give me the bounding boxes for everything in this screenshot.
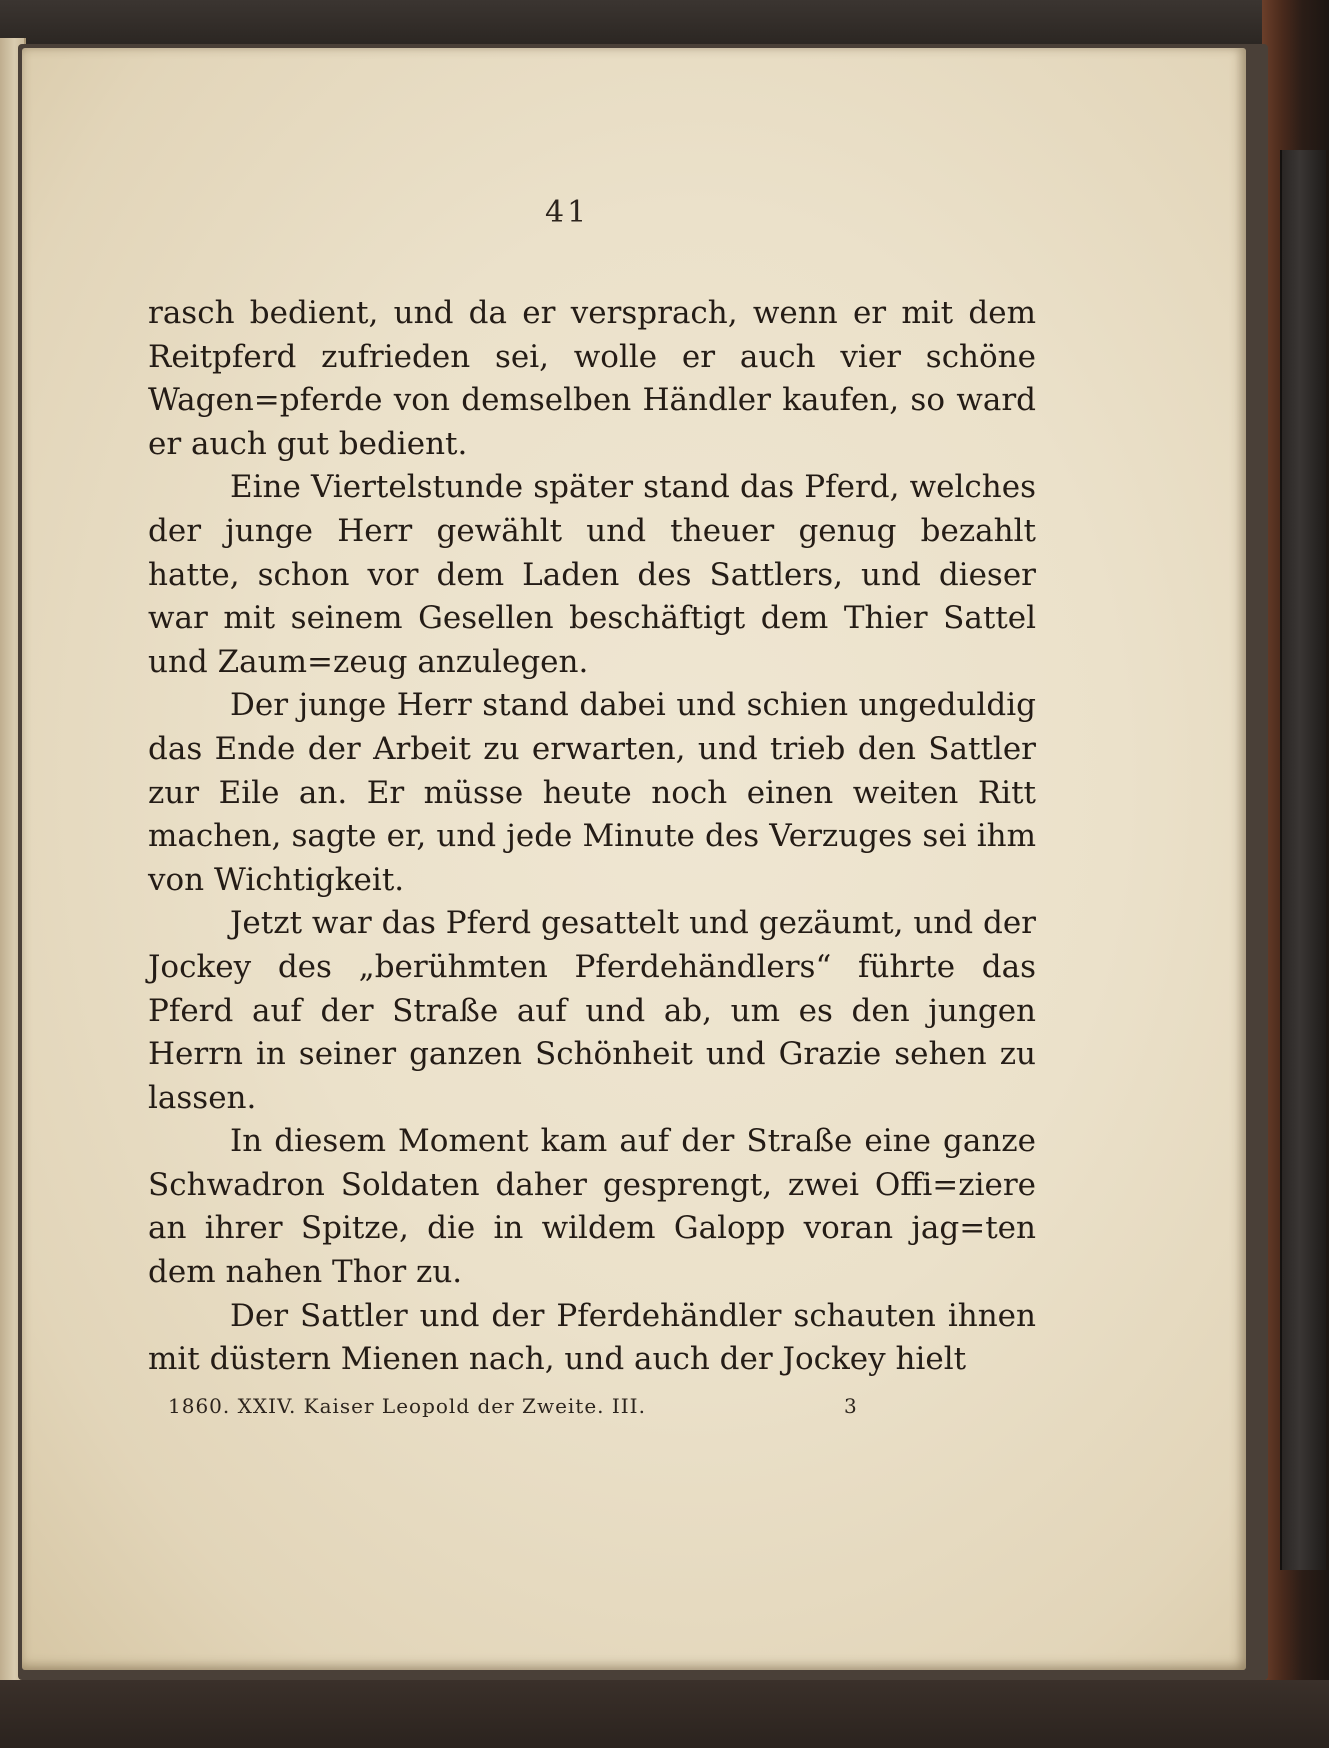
book-cover-right <box>1262 0 1329 1748</box>
paragraph: Der Sattler und der Pferdehändler schauten ihnen mit düstern Mienen nach, und auch der Jockey hielt <box>148 1297 1036 1378</box>
paragraph: Der junge Herr stand dabei und schien ungeduldig das Ende der Arbeit zu erwarten, und trieb den Sattler zur Eile an. Er müsse heute noch einen weiten Ritt machen, sagte er, und jede Minute des Verzuges sei ihm von Wichtigkeit. <box>148 687 1036 898</box>
book-cover-top <box>0 0 1329 46</box>
signature-mark: 3 <box>844 1394 858 1418</box>
page-number: 41 <box>545 195 590 230</box>
paragraph: In diesem Moment kam auf der Straße eine ganze Schwadron Soldaten daher gesprengt, zwei Offi=ziere an ihrer Spitze, die in wildem Galopp voran jag=ten dem nahen Thor zu. <box>148 1123 1036 1291</box>
paragraph: Eine Viertelstunde später stand das Pferd, welches der junge Herr gewählt und theuer genug bezahlt hatte, schon vor dem Laden des Sattlers, und dieser war mit seinem Gesellen beschäftigt dem Thier Sattel und Zaum=zeug anzulegen. <box>148 469 1036 680</box>
paragraph: rasch bedient, und da er versprach, wenn er mit dem Reitpferd zufrieden sei, wolle er auch vier schöne Wagen=pferde von demselben Händler kaufen, so ward er auch gut bedient. <box>148 295 1036 462</box>
page-body <box>148 292 1036 1382</box>
footer-imprint: 1860. XXIV. Kaiser Leopold der Zweite. III. <box>168 1394 646 1418</box>
page-footer <box>168 1394 868 1418</box>
paragraph: Jetzt war das Pferd gesattelt und gezäumt, und der Jockey des „berühmten Pferdehändlers“ führte das Pferd auf der Straße auf und ab, um es den jungen Herrn in seiner ganzen Schönheit und Grazie sehen zu lassen. <box>148 905 1036 1116</box>
book-cover-bottom <box>0 1680 1329 1748</box>
